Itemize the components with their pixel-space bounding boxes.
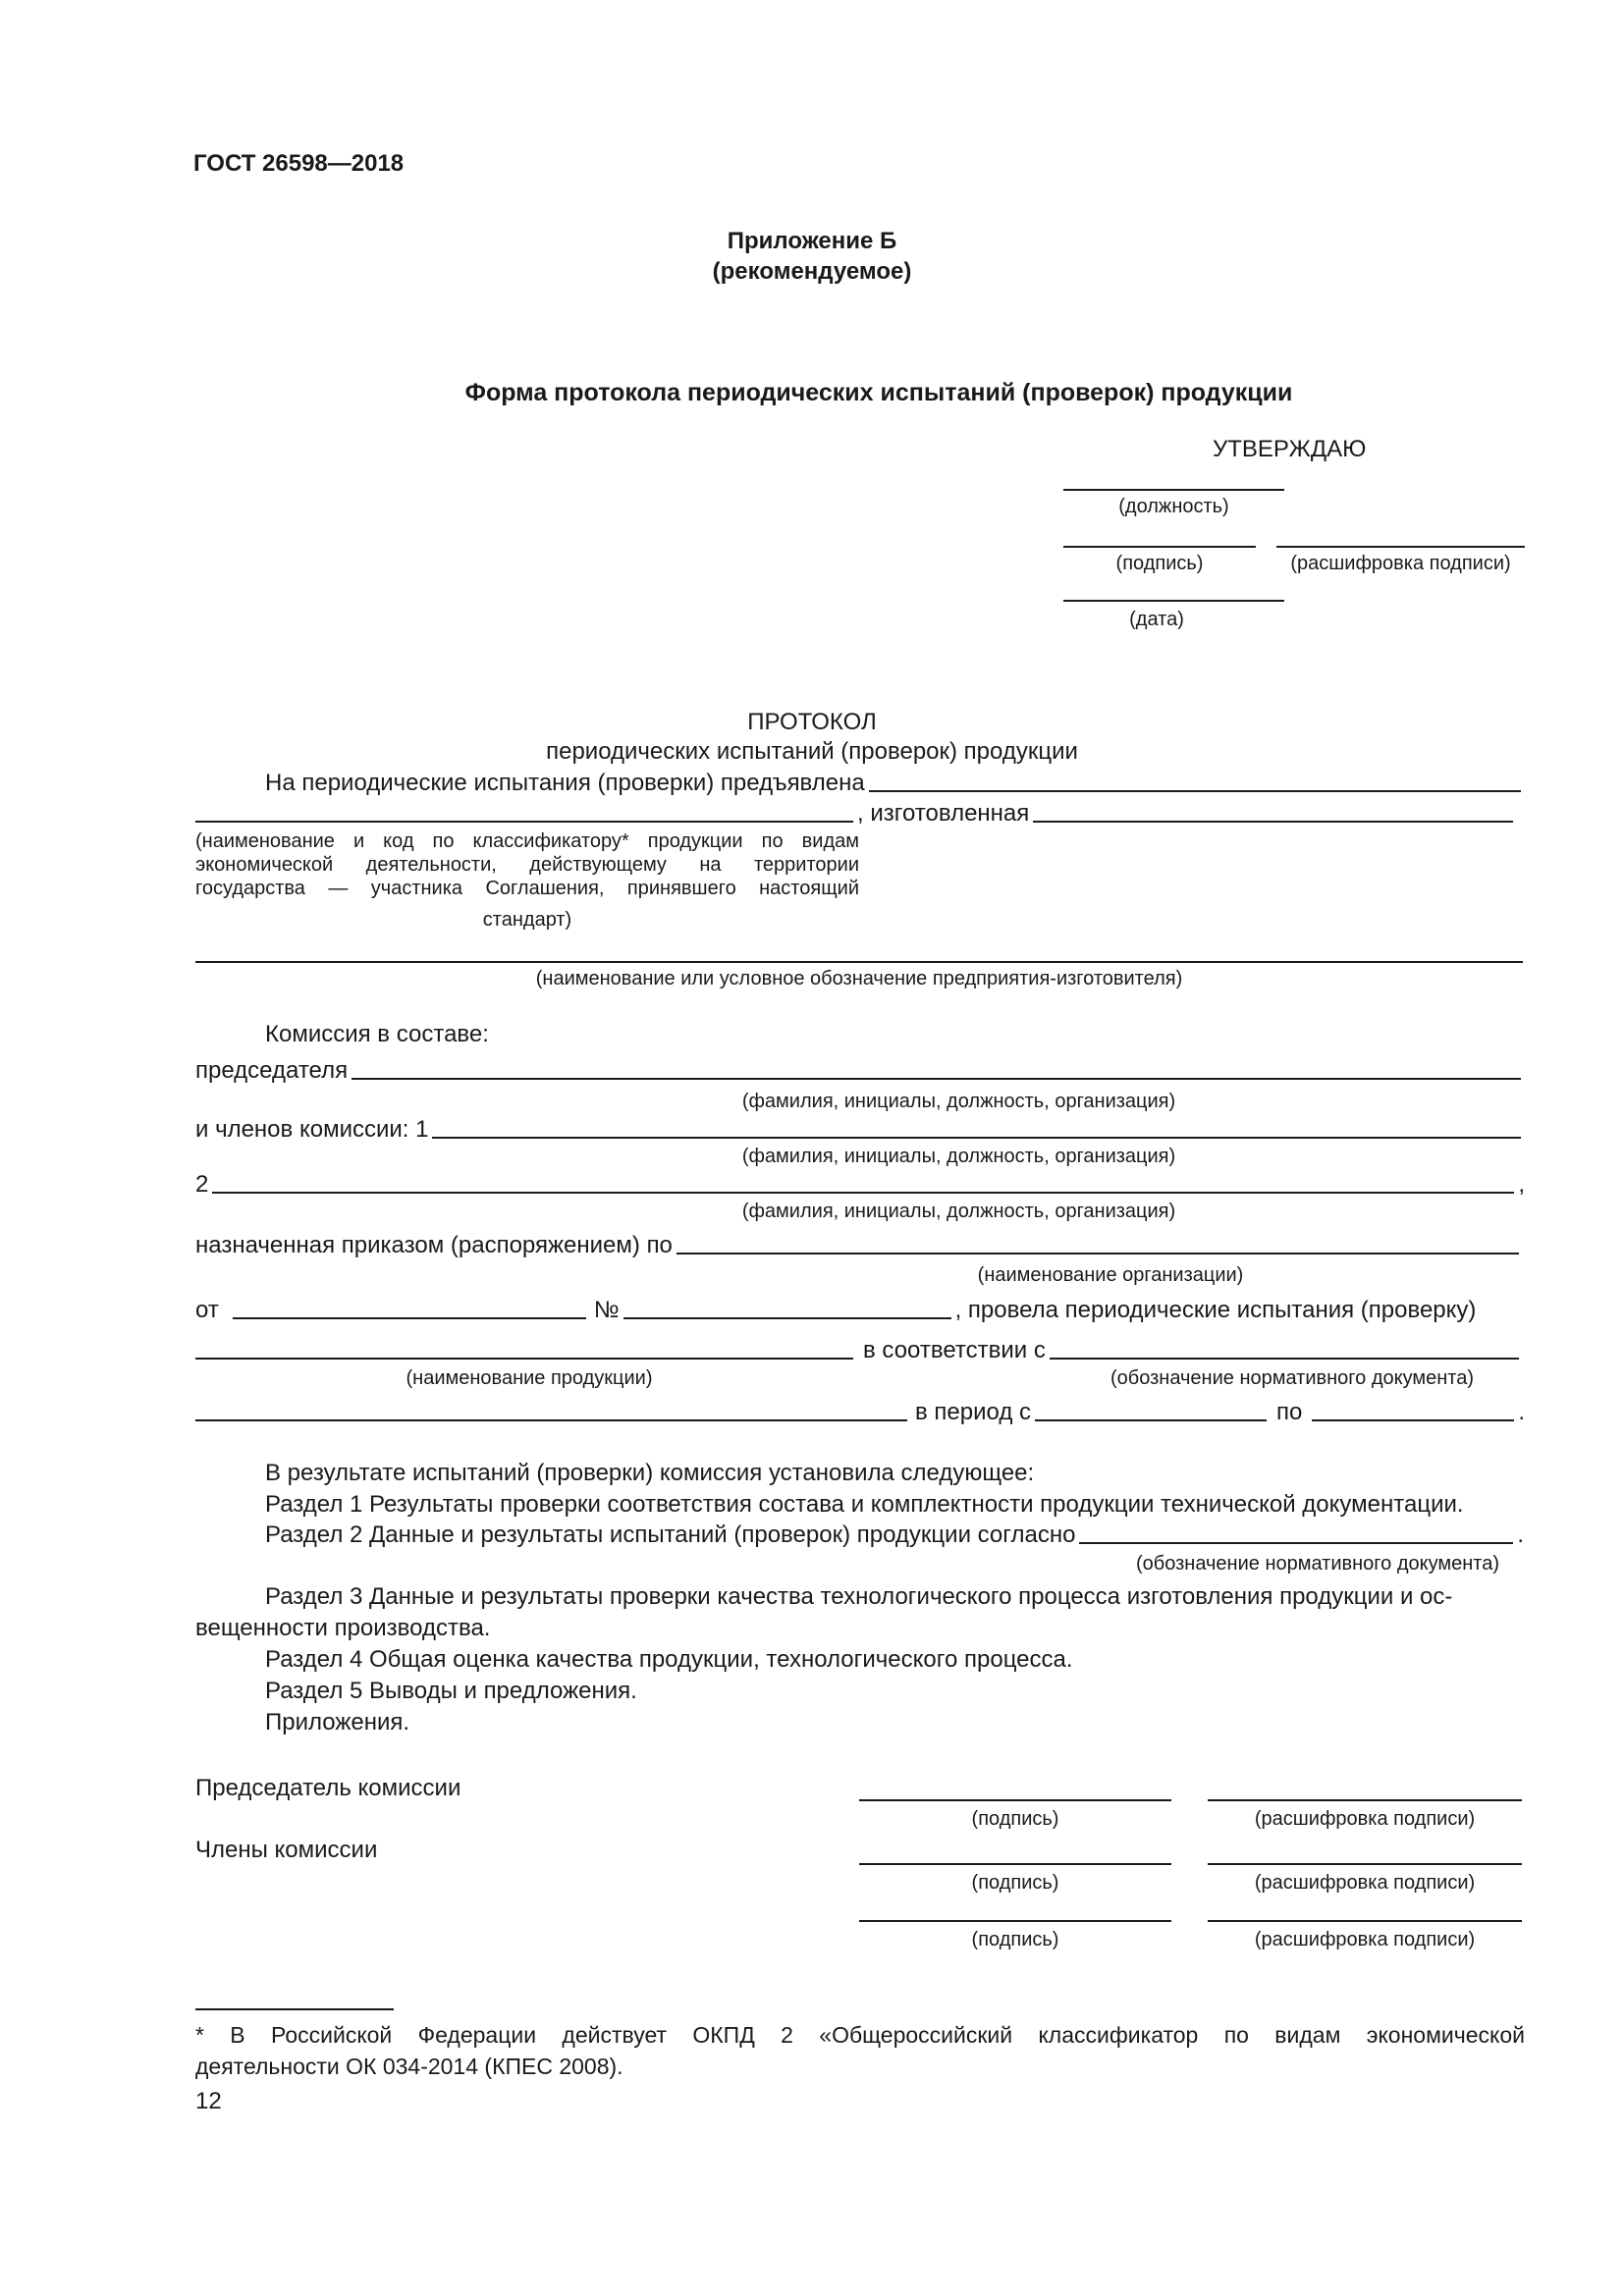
period-product-field[interactable] bbox=[195, 1419, 907, 1421]
product-caption-line-4: стандарт) bbox=[482, 909, 572, 931]
conducted-label: , провела периодические испытания (проверку) bbox=[954, 1297, 1477, 1323]
section-3-line-2: вещенности производства. bbox=[195, 1615, 491, 1641]
organization-caption: (наименование организации) bbox=[977, 1264, 1244, 1286]
manufacturer-field[interactable] bbox=[195, 961, 1523, 963]
section-3-line-1: Раздел 3 Данные и результаты проверки качества технологического процесса изготовления продукции и ос- bbox=[265, 1583, 1453, 1610]
chairman-signature-field[interactable] bbox=[859, 1799, 1171, 1801]
date-line bbox=[1063, 600, 1284, 602]
order-label: назначенная приказом (распоряжением) по bbox=[195, 1232, 673, 1258]
section-2-label: Раздел 2 Данные и результаты испытаний (проверок) продукции согласно bbox=[265, 1522, 1076, 1548]
section-2-caption: (обозначение нормативного документа) bbox=[1135, 1553, 1500, 1575]
product-name-field[interactable] bbox=[195, 821, 853, 823]
footnote-line-2: деятельности ОК 034-2014 (КПЕС 2008). bbox=[195, 2054, 623, 2079]
position-caption: (должность) bbox=[1118, 496, 1229, 517]
member2-comma: , bbox=[1518, 1171, 1525, 1198]
appendix-title: Приложение Б bbox=[727, 228, 897, 254]
order-date-field[interactable] bbox=[233, 1317, 586, 1319]
product-caption-line-1: (наименование и код по классификатору* продукции по видам bbox=[195, 830, 859, 852]
order-number-field[interactable] bbox=[623, 1317, 951, 1319]
manufactured-row bbox=[195, 800, 1517, 828]
chairman-field[interactable] bbox=[352, 1078, 1521, 1080]
manufacturer-caption: (наименование или условное обозначение предприятия-изготовителя) bbox=[535, 968, 1183, 989]
product-field[interactable] bbox=[195, 1358, 853, 1360]
section-5: Раздел 5 Выводы и предложения. bbox=[265, 1678, 637, 1704]
form-title: Форма протокола периодических испытаний (проверок) продукции bbox=[464, 379, 1293, 406]
member2-row bbox=[195, 1171, 1525, 1199]
section-2-end: . bbox=[1517, 1522, 1524, 1548]
member2-caption: (фамилия, инициалы, должность, организация) bbox=[741, 1201, 1176, 1222]
product-caption-line-3: государства — участника Соглашения, принявшего настоящий bbox=[195, 878, 859, 899]
chairman-signature-label: Председатель комиссии bbox=[195, 1775, 461, 1801]
manufactured-label: , изготовленная bbox=[857, 800, 1030, 827]
organization-field[interactable] bbox=[677, 1253, 1519, 1255]
presented-row bbox=[265, 770, 1525, 797]
member2-decoding-field[interactable] bbox=[1208, 1920, 1522, 1922]
member1-field[interactable] bbox=[432, 1137, 1521, 1139]
from-label: от bbox=[195, 1297, 219, 1323]
member2-decoding-caption: (расшифровка подписи) bbox=[1254, 1929, 1476, 1950]
member1-decoding-caption: (расшифровка подписи) bbox=[1254, 1872, 1476, 1894]
members-signature-label: Члены комиссии bbox=[195, 1837, 378, 1863]
section-2-row bbox=[265, 1522, 1524, 1549]
normative-doc-field[interactable] bbox=[1050, 1358, 1519, 1360]
approval-word: УТВЕРЖДАЮ bbox=[1213, 436, 1367, 462]
chairman-signature-caption: (подпись) bbox=[971, 1808, 1059, 1830]
results-intro: В результате испытаний (проверки) комиссия установила следующее: bbox=[265, 1460, 1035, 1486]
member1-signature-caption: (подпись) bbox=[971, 1872, 1059, 1894]
member2-label: 2 bbox=[195, 1171, 209, 1198]
member1-decoding-field[interactable] bbox=[1208, 1863, 1522, 1865]
chairman-decoding-caption: (расшифровка подписи) bbox=[1254, 1808, 1476, 1830]
product-caption-line-2: экономической деятельности, действующему на территории bbox=[195, 854, 859, 876]
appendices: Приложения. bbox=[265, 1709, 410, 1735]
position-line bbox=[1063, 489, 1284, 491]
period-start-field[interactable] bbox=[1035, 1419, 1267, 1421]
chairman-caption: (фамилия, инициалы, должность, организация) bbox=[741, 1091, 1176, 1112]
page-number: 12 bbox=[195, 2088, 222, 2114]
section-1: Раздел 1 Результаты проверки соответствия состава и комплектности продукции технической документации. bbox=[265, 1491, 1464, 1518]
period-end-field[interactable] bbox=[1312, 1419, 1514, 1421]
member2-signature-field[interactable] bbox=[859, 1920, 1171, 1922]
presented-product-field[interactable] bbox=[869, 790, 1521, 792]
footnote-line-1: * В Российской Федерации действует ОКПД 2 «Общероссийский классификатор по видам экономической bbox=[195, 2022, 1525, 2048]
date-caption: (дата) bbox=[1129, 609, 1184, 630]
protocol-title: ПРОТОКОЛ bbox=[747, 709, 877, 735]
number-label: № bbox=[593, 1297, 620, 1323]
standard-header: ГОСТ 26598—2018 bbox=[193, 150, 405, 177]
period-end: . bbox=[1518, 1399, 1525, 1425]
to-label: по bbox=[1276, 1399, 1303, 1425]
appendix-subtitle: (рекомендуемое) bbox=[712, 258, 912, 285]
approval-signature-caption: (подпись) bbox=[1115, 553, 1204, 574]
normative-caption: (обозначение нормативного документа) bbox=[1110, 1367, 1475, 1389]
footnote-separator bbox=[195, 2008, 394, 2010]
period-row bbox=[195, 1399, 1525, 1426]
chairman-decoding-field[interactable] bbox=[1208, 1799, 1522, 1801]
accordance-label: в соответствии с bbox=[863, 1337, 1046, 1363]
presented-label: На периодические испытания (проверки) предъявлена bbox=[265, 770, 865, 796]
product-caption: (наименование продукции) bbox=[406, 1367, 653, 1389]
member1-signature-field[interactable] bbox=[859, 1863, 1171, 1865]
member1-caption: (фамилия, инициалы, должность, организация) bbox=[741, 1146, 1176, 1167]
member2-field[interactable] bbox=[212, 1192, 1514, 1194]
section-2-normative-field[interactable] bbox=[1079, 1542, 1513, 1544]
section-4: Раздел 4 Общая оценка качества продукции, технологического процесса. bbox=[265, 1646, 1073, 1673]
member2-signature-caption: (подпись) bbox=[971, 1929, 1059, 1950]
approval-decoding-line bbox=[1276, 546, 1525, 548]
chairman-row bbox=[195, 1057, 1525, 1085]
order-date-row bbox=[195, 1297, 1525, 1324]
accordance-row bbox=[195, 1337, 1523, 1364]
approval-decoding-caption: (расшифровка подписи) bbox=[1290, 553, 1511, 574]
period-label: в период с bbox=[915, 1399, 1032, 1425]
members-label: и членов комиссии: 1 bbox=[195, 1116, 429, 1143]
commission-intro: Комиссия в составе: bbox=[265, 1021, 489, 1047]
protocol-subtitle: периодических испытаний (проверок) продукции bbox=[546, 738, 1078, 765]
order-row bbox=[195, 1232, 1523, 1259]
approval-signature-line bbox=[1063, 546, 1256, 548]
manufactured-field[interactable] bbox=[1033, 821, 1513, 823]
member1-row bbox=[195, 1116, 1525, 1144]
chairman-label: председателя bbox=[195, 1057, 349, 1084]
